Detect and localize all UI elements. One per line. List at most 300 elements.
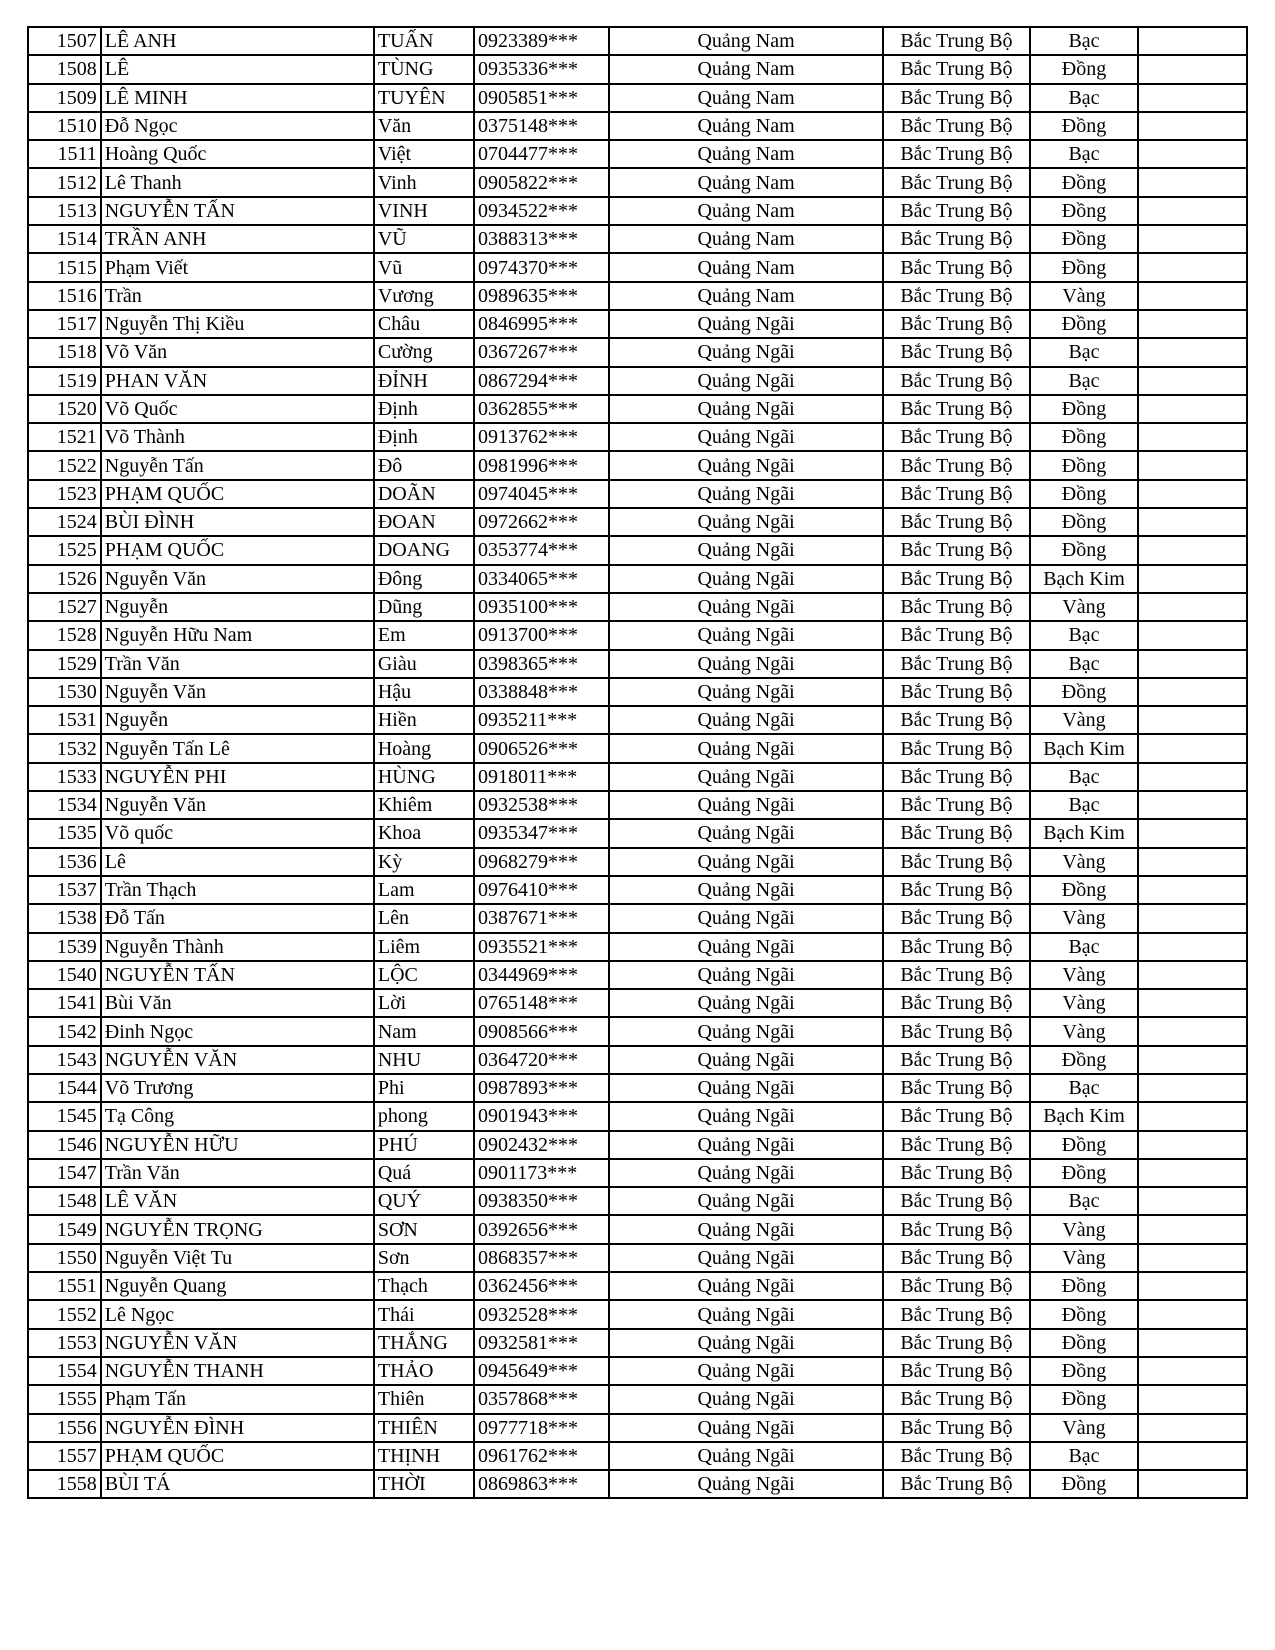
province-cell: Quảng Ngãi xyxy=(609,933,883,961)
tier-cell: Bạc xyxy=(1030,338,1139,366)
region-cell: Bắc Trung Bộ xyxy=(883,763,1030,791)
given-name-cell: THIÊN xyxy=(374,1414,474,1442)
row-number: 1527 xyxy=(28,593,101,621)
phone-number-cell: 0935100*** xyxy=(474,593,609,621)
given-name-cell: THỊNH xyxy=(374,1442,474,1470)
table-row xyxy=(28,1017,1247,1045)
given-name-cell: DOANG xyxy=(374,536,474,564)
region-cell: Bắc Trung Bộ xyxy=(883,1300,1030,1328)
table-row xyxy=(28,395,1247,423)
tier-cell: Đồng xyxy=(1030,678,1139,706)
family-name-cell: NGUYỄN TẤN xyxy=(101,197,374,225)
family-name-cell: NGUYỄN ĐÌNH xyxy=(101,1414,374,1442)
table-row xyxy=(28,367,1247,395)
tier-cell: Đồng xyxy=(1030,112,1139,140)
note-cell xyxy=(1138,621,1247,649)
given-name-cell: Thiên xyxy=(374,1385,474,1413)
row-number: 1530 xyxy=(28,678,101,706)
row-number: 1545 xyxy=(28,1102,101,1130)
note-cell xyxy=(1138,1131,1247,1159)
family-name-cell: Võ Thành xyxy=(101,423,374,451)
phone-number-cell: 0867294*** xyxy=(474,367,609,395)
province-cell: Quảng Ngãi xyxy=(609,848,883,876)
given-name-cell: Lên xyxy=(374,904,474,932)
family-name-cell: Nguyễn Văn xyxy=(101,678,374,706)
note-cell xyxy=(1138,593,1247,621)
row-number: 1526 xyxy=(28,565,101,593)
region-cell: Bắc Trung Bộ xyxy=(883,593,1030,621)
row-number: 1537 xyxy=(28,876,101,904)
tier-cell: Đồng xyxy=(1030,508,1139,536)
region-cell: Bắc Trung Bộ xyxy=(883,961,1030,989)
province-cell: Quảng Ngãi xyxy=(609,876,883,904)
region-cell: Bắc Trung Bộ xyxy=(883,395,1030,423)
note-cell xyxy=(1138,1414,1247,1442)
phone-number-cell: 0364720*** xyxy=(474,1046,609,1074)
province-cell: Quảng Ngãi xyxy=(609,819,883,847)
province-cell: Quảng Ngãi xyxy=(609,593,883,621)
family-name-cell: Bùi Văn xyxy=(101,989,374,1017)
province-cell: Quảng Ngãi xyxy=(609,565,883,593)
tier-cell: Đồng xyxy=(1030,451,1139,479)
province-cell: Quảng Ngãi xyxy=(609,310,883,338)
region-cell: Bắc Trung Bộ xyxy=(883,1470,1030,1498)
tier-cell: Đồng xyxy=(1030,1470,1139,1498)
province-cell: Quảng Ngãi xyxy=(609,706,883,734)
note-cell xyxy=(1138,876,1247,904)
given-name-cell: TUYÊN xyxy=(374,84,474,112)
phone-number-cell: 0977718*** xyxy=(474,1414,609,1442)
region-cell: Bắc Trung Bộ xyxy=(883,989,1030,1017)
table-row xyxy=(28,140,1247,168)
given-name-cell: DOÃN xyxy=(374,480,474,508)
phone-number-cell: 0945649*** xyxy=(474,1357,609,1385)
table-row xyxy=(28,1442,1247,1470)
family-name-cell: Võ Văn xyxy=(101,338,374,366)
tier-cell: Đồng xyxy=(1030,1159,1139,1187)
table-row xyxy=(28,1470,1247,1498)
note-cell xyxy=(1138,1244,1247,1272)
table-row xyxy=(28,84,1247,112)
phone-number-cell: 0901173*** xyxy=(474,1159,609,1187)
province-cell: Quảng Ngãi xyxy=(609,338,883,366)
phone-number-cell: 0846995*** xyxy=(474,310,609,338)
tier-cell: Bạc xyxy=(1030,84,1139,112)
given-name-cell: Văn xyxy=(374,112,474,140)
given-name-cell: Dũng xyxy=(374,593,474,621)
region-cell: Bắc Trung Bộ xyxy=(883,168,1030,196)
given-name-cell: THỜI xyxy=(374,1470,474,1498)
given-name-cell: Khiêm xyxy=(374,791,474,819)
tier-cell: Đồng xyxy=(1030,253,1139,281)
tier-cell: Bạc xyxy=(1030,933,1139,961)
family-name-cell: NGUYỄN TRỌNG xyxy=(101,1215,374,1243)
province-cell: Quảng Ngãi xyxy=(609,791,883,819)
tier-cell: Bạc xyxy=(1030,140,1139,168)
province-cell: Quảng Ngãi xyxy=(609,1414,883,1442)
row-number: 1528 xyxy=(28,621,101,649)
phone-number-cell: 0923389*** xyxy=(474,27,609,55)
region-cell: Bắc Trung Bộ xyxy=(883,734,1030,762)
tier-cell: Đồng xyxy=(1030,225,1139,253)
family-name-cell: Nguyễn Thành xyxy=(101,933,374,961)
note-cell xyxy=(1138,734,1247,762)
province-cell: Quảng Ngãi xyxy=(609,536,883,564)
tier-cell: Đồng xyxy=(1030,1329,1139,1357)
phone-number-cell: 0905822*** xyxy=(474,168,609,196)
table-row xyxy=(28,310,1247,338)
note-cell xyxy=(1138,819,1247,847)
phone-number-cell: 0913700*** xyxy=(474,621,609,649)
family-name-cell: LÊ MINH xyxy=(101,84,374,112)
note-cell xyxy=(1138,140,1247,168)
table-row xyxy=(28,791,1247,819)
region-cell: Bắc Trung Bộ xyxy=(883,791,1030,819)
given-name-cell: Giàu xyxy=(374,650,474,678)
province-cell: Quảng Ngãi xyxy=(609,1074,883,1102)
province-cell: Quảng Ngãi xyxy=(609,451,883,479)
region-cell: Bắc Trung Bộ xyxy=(883,451,1030,479)
tier-cell: Đồng xyxy=(1030,1357,1139,1385)
row-number: 1510 xyxy=(28,112,101,140)
given-name-cell: Việt xyxy=(374,140,474,168)
phone-number-cell: 0987893*** xyxy=(474,1074,609,1102)
tier-cell: Vàng xyxy=(1030,1244,1139,1272)
given-name-cell: Thạch xyxy=(374,1272,474,1300)
phone-number-cell: 0972662*** xyxy=(474,508,609,536)
province-cell: Quảng Ngãi xyxy=(609,367,883,395)
given-name-cell: Đô xyxy=(374,451,474,479)
region-cell: Bắc Trung Bộ xyxy=(883,1102,1030,1130)
given-name-cell: Thái xyxy=(374,1300,474,1328)
row-number: 1535 xyxy=(28,819,101,847)
region-cell: Bắc Trung Bộ xyxy=(883,565,1030,593)
tier-cell: Bạch Kim xyxy=(1030,565,1139,593)
region-cell: Bắc Trung Bộ xyxy=(883,1215,1030,1243)
phone-number-cell: 0869863*** xyxy=(474,1470,609,1498)
tier-cell: Bạch Kim xyxy=(1030,1102,1139,1130)
province-cell: Quảng Ngãi xyxy=(609,1131,883,1159)
table-row xyxy=(28,1300,1247,1328)
note-cell xyxy=(1138,650,1247,678)
tier-cell: Vàng xyxy=(1030,989,1139,1017)
note-cell xyxy=(1138,1074,1247,1102)
note-cell xyxy=(1138,225,1247,253)
tier-cell: Vàng xyxy=(1030,848,1139,876)
region-cell: Bắc Trung Bộ xyxy=(883,933,1030,961)
province-cell: Quảng Ngãi xyxy=(609,961,883,989)
family-name-cell: NGUYỄN TẤN xyxy=(101,961,374,989)
province-cell: Quảng Ngãi xyxy=(609,1187,883,1215)
tier-cell: Đồng xyxy=(1030,168,1139,196)
given-name-cell: THẮNG xyxy=(374,1329,474,1357)
family-name-cell: Phạm Viết xyxy=(101,253,374,281)
tier-cell: Bạc xyxy=(1030,791,1139,819)
given-name-cell: PHÚ xyxy=(374,1131,474,1159)
row-number: 1520 xyxy=(28,395,101,423)
family-name-cell: Đỗ Ngọc xyxy=(101,112,374,140)
region-cell: Bắc Trung Bộ xyxy=(883,1244,1030,1272)
province-cell: Quảng Nam xyxy=(609,253,883,281)
province-cell: Quảng Ngãi xyxy=(609,678,883,706)
table-row xyxy=(28,1046,1247,1074)
note-cell xyxy=(1138,536,1247,564)
region-cell: Bắc Trung Bộ xyxy=(883,650,1030,678)
region-cell: Bắc Trung Bộ xyxy=(883,282,1030,310)
tier-cell: Đồng xyxy=(1030,423,1139,451)
note-cell xyxy=(1138,1442,1247,1470)
row-number: 1508 xyxy=(28,55,101,83)
note-cell xyxy=(1138,367,1247,395)
region-cell: Bắc Trung Bộ xyxy=(883,197,1030,225)
row-number: 1553 xyxy=(28,1329,101,1357)
province-cell: Quảng Nam xyxy=(609,84,883,112)
row-number: 1546 xyxy=(28,1131,101,1159)
given-name-cell: Vinh xyxy=(374,168,474,196)
tier-cell: Bạc xyxy=(1030,367,1139,395)
region-cell: Bắc Trung Bộ xyxy=(883,423,1030,451)
phone-number-cell: 0334065*** xyxy=(474,565,609,593)
table-row xyxy=(28,27,1247,55)
given-name-cell: Châu xyxy=(374,310,474,338)
region-cell: Bắc Trung Bộ xyxy=(883,140,1030,168)
family-name-cell: LÊ xyxy=(101,55,374,83)
family-name-cell: Trần xyxy=(101,282,374,310)
family-name-cell: Trần Văn xyxy=(101,1159,374,1187)
given-name-cell: QUÝ xyxy=(374,1187,474,1215)
family-name-cell: NGUYỄN PHI xyxy=(101,763,374,791)
phone-number-cell: 0935336*** xyxy=(474,55,609,83)
note-cell xyxy=(1138,451,1247,479)
given-name-cell: Liêm xyxy=(374,933,474,961)
given-name-cell: NHU xyxy=(374,1046,474,1074)
tier-cell: Vàng xyxy=(1030,961,1139,989)
table-row xyxy=(28,848,1247,876)
table-row xyxy=(28,819,1247,847)
tier-cell: Bạc xyxy=(1030,621,1139,649)
phone-number-cell: 0935347*** xyxy=(474,819,609,847)
family-name-cell: Tạ Công xyxy=(101,1102,374,1130)
table-row xyxy=(28,423,1247,451)
table-row xyxy=(28,1329,1247,1357)
note-cell xyxy=(1138,1187,1247,1215)
region-cell: Bắc Trung Bộ xyxy=(883,678,1030,706)
tier-cell: Bạc xyxy=(1030,27,1139,55)
row-number: 1522 xyxy=(28,451,101,479)
tier-cell: Vàng xyxy=(1030,706,1139,734)
tier-cell: Vàng xyxy=(1030,593,1139,621)
tier-cell: Bạc xyxy=(1030,1187,1139,1215)
note-cell xyxy=(1138,423,1247,451)
family-name-cell: PHẠM QUỐC xyxy=(101,536,374,564)
row-number: 1518 xyxy=(28,338,101,366)
family-name-cell: Võ Quốc xyxy=(101,395,374,423)
phone-number-cell: 0362855*** xyxy=(474,395,609,423)
given-name-cell: VŨ xyxy=(374,225,474,253)
given-name-cell: Hoàng xyxy=(374,734,474,762)
note-cell xyxy=(1138,112,1247,140)
region-cell: Bắc Trung Bộ xyxy=(883,253,1030,281)
region-cell: Bắc Trung Bộ xyxy=(883,55,1030,83)
note-cell xyxy=(1138,706,1247,734)
phone-number-cell: 0338848*** xyxy=(474,678,609,706)
note-cell xyxy=(1138,1385,1247,1413)
tier-cell: Bạc xyxy=(1030,1074,1139,1102)
row-number: 1542 xyxy=(28,1017,101,1045)
table-row xyxy=(28,112,1247,140)
phone-number-cell: 0932538*** xyxy=(474,791,609,819)
province-cell: Quảng Ngãi xyxy=(609,734,883,762)
note-cell xyxy=(1138,961,1247,989)
given-name-cell: TUẤN xyxy=(374,27,474,55)
province-cell: Quảng Nam xyxy=(609,140,883,168)
region-cell: Bắc Trung Bộ xyxy=(883,367,1030,395)
province-cell: Quảng Ngãi xyxy=(609,621,883,649)
phone-number-cell: 0353774*** xyxy=(474,536,609,564)
phone-number-cell: 0908566*** xyxy=(474,1017,609,1045)
family-name-cell: Nguyễn Hữu Nam xyxy=(101,621,374,649)
table-row xyxy=(28,480,1247,508)
row-number: 1541 xyxy=(28,989,101,1017)
note-cell xyxy=(1138,338,1247,366)
note-cell xyxy=(1138,1357,1247,1385)
row-number: 1540 xyxy=(28,961,101,989)
region-cell: Bắc Trung Bộ xyxy=(883,536,1030,564)
region-cell: Bắc Trung Bộ xyxy=(883,1272,1030,1300)
tier-cell: Đồng xyxy=(1030,395,1139,423)
note-cell xyxy=(1138,55,1247,83)
given-name-cell: Nam xyxy=(374,1017,474,1045)
phone-number-cell: 0989635*** xyxy=(474,282,609,310)
table-row xyxy=(28,706,1247,734)
family-name-cell: NGUYỄN VĂN xyxy=(101,1046,374,1074)
tier-cell: Vàng xyxy=(1030,282,1139,310)
row-number: 1532 xyxy=(28,734,101,762)
tier-cell: Bạch Kim xyxy=(1030,819,1139,847)
province-cell: Quảng Ngãi xyxy=(609,1300,883,1328)
table-row xyxy=(28,678,1247,706)
phone-number-cell: 0398365*** xyxy=(474,650,609,678)
given-name-cell: Vương xyxy=(374,282,474,310)
table-row xyxy=(28,989,1247,1017)
table-row xyxy=(28,933,1247,961)
region-cell: Bắc Trung Bộ xyxy=(883,508,1030,536)
row-number: 1539 xyxy=(28,933,101,961)
family-name-cell: NGUYỄN HỮU xyxy=(101,1131,374,1159)
table-row xyxy=(28,508,1247,536)
tier-cell: Đồng xyxy=(1030,197,1139,225)
table-row xyxy=(28,1244,1247,1272)
tier-cell: Vàng xyxy=(1030,1215,1139,1243)
family-name-cell: Võ Trương xyxy=(101,1074,374,1102)
tier-cell: Vàng xyxy=(1030,1414,1139,1442)
phone-number-cell: 0868357*** xyxy=(474,1244,609,1272)
row-number: 1529 xyxy=(28,650,101,678)
row-number: 1556 xyxy=(28,1414,101,1442)
note-cell xyxy=(1138,508,1247,536)
row-number: 1517 xyxy=(28,310,101,338)
province-cell: Quảng Ngãi xyxy=(609,508,883,536)
region-cell: Bắc Trung Bộ xyxy=(883,338,1030,366)
given-name-cell: THẢO xyxy=(374,1357,474,1385)
tier-cell: Bạch Kim xyxy=(1030,734,1139,762)
family-name-cell: Phạm Tấn xyxy=(101,1385,374,1413)
row-number: 1544 xyxy=(28,1074,101,1102)
province-cell: Quảng Ngãi xyxy=(609,395,883,423)
table-row xyxy=(28,1102,1247,1130)
note-cell xyxy=(1138,1159,1247,1187)
region-cell: Bắc Trung Bộ xyxy=(883,621,1030,649)
phone-number-cell: 0344969*** xyxy=(474,961,609,989)
tier-cell: Đồng xyxy=(1030,310,1139,338)
given-name-cell: Định xyxy=(374,395,474,423)
row-number: 1552 xyxy=(28,1300,101,1328)
note-cell xyxy=(1138,84,1247,112)
province-cell: Quảng Nam xyxy=(609,168,883,196)
tier-cell: Đồng xyxy=(1030,1131,1139,1159)
note-cell xyxy=(1138,848,1247,876)
table-row xyxy=(28,55,1247,83)
table-row xyxy=(28,734,1247,762)
phone-number-cell: 0935521*** xyxy=(474,933,609,961)
tier-cell: Đồng xyxy=(1030,1272,1139,1300)
phone-number-cell: 0974045*** xyxy=(474,480,609,508)
tier-cell: Đồng xyxy=(1030,1300,1139,1328)
table-row xyxy=(28,650,1247,678)
row-number: 1509 xyxy=(28,84,101,112)
given-name-cell: Đông xyxy=(374,565,474,593)
table-row xyxy=(28,593,1247,621)
row-number: 1512 xyxy=(28,168,101,196)
table-row xyxy=(28,197,1247,225)
region-cell: Bắc Trung Bộ xyxy=(883,1074,1030,1102)
tier-cell: Bạc xyxy=(1030,1442,1139,1470)
family-name-cell: LÊ VĂN xyxy=(101,1187,374,1215)
table-row xyxy=(28,961,1247,989)
tier-cell: Đồng xyxy=(1030,55,1139,83)
phone-number-cell: 0932581*** xyxy=(474,1329,609,1357)
note-cell xyxy=(1138,1046,1247,1074)
phone-number-cell: 0974370*** xyxy=(474,253,609,281)
family-name-cell: Lê xyxy=(101,848,374,876)
row-number: 1511 xyxy=(28,140,101,168)
tier-cell: Đồng xyxy=(1030,876,1139,904)
region-cell: Bắc Trung Bộ xyxy=(883,1187,1030,1215)
table-row xyxy=(28,565,1247,593)
phone-number-cell: 0901943*** xyxy=(474,1102,609,1130)
note-cell xyxy=(1138,310,1247,338)
family-name-cell: Nguyễn Quang xyxy=(101,1272,374,1300)
note-cell xyxy=(1138,678,1247,706)
province-cell: Quảng Ngãi xyxy=(609,1329,883,1357)
phone-number-cell: 0961762*** xyxy=(474,1442,609,1470)
given-name-cell: Định xyxy=(374,423,474,451)
phone-number-cell: 0392656*** xyxy=(474,1215,609,1243)
given-name-cell: Hiền xyxy=(374,706,474,734)
given-name-cell: Vũ xyxy=(374,253,474,281)
region-cell: Bắc Trung Bộ xyxy=(883,112,1030,140)
row-number: 1538 xyxy=(28,904,101,932)
table-row xyxy=(28,1074,1247,1102)
row-number: 1516 xyxy=(28,282,101,310)
note-cell xyxy=(1138,1470,1247,1498)
note-cell xyxy=(1138,763,1247,791)
province-cell: Quảng Ngãi xyxy=(609,1244,883,1272)
table-row xyxy=(28,225,1247,253)
family-name-cell: Nguyễn xyxy=(101,706,374,734)
region-cell: Bắc Trung Bộ xyxy=(883,904,1030,932)
table-row xyxy=(28,1414,1247,1442)
